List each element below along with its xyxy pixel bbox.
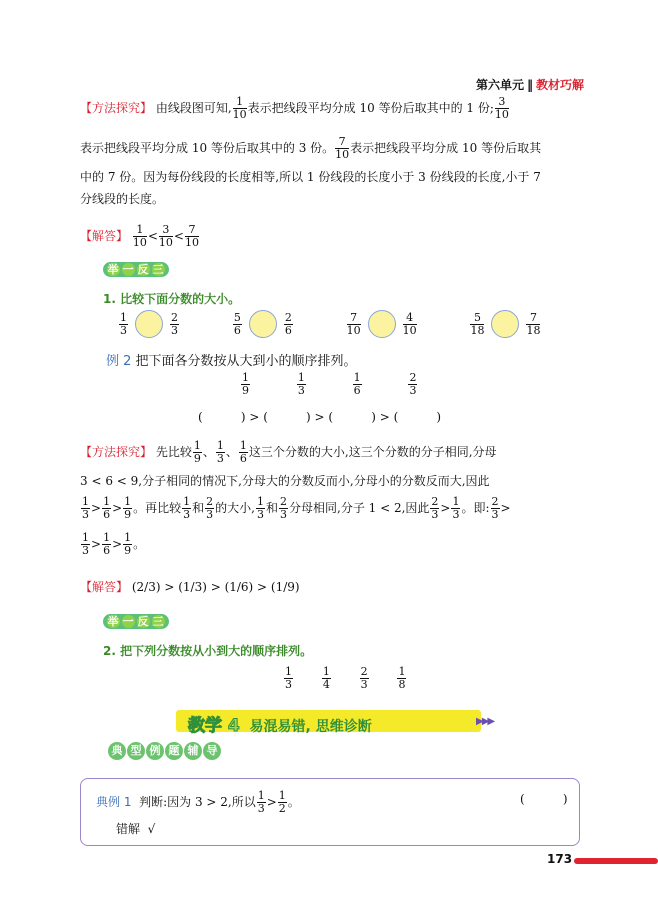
compare-pair xyxy=(346,310,466,338)
numerator: 1 xyxy=(103,495,111,508)
fraction xyxy=(102,532,111,557)
denominator: 10 xyxy=(402,323,417,337)
method1-line4: 分线段的长度。 xyxy=(80,192,165,206)
fraction xyxy=(241,372,250,397)
fraction xyxy=(205,496,214,521)
denominator: 9 xyxy=(242,384,249,397)
denominator: 3 xyxy=(216,452,224,465)
example-box-line xyxy=(96,790,300,815)
answer-circle[interactable] xyxy=(491,310,519,338)
text: 先比较 xyxy=(155,445,192,459)
compare-pair xyxy=(118,310,228,338)
denominator: 3 xyxy=(206,508,214,521)
pill-char: 举 xyxy=(107,263,120,276)
numerator: 1 xyxy=(233,96,247,109)
text: 。再比较 xyxy=(133,501,182,515)
numerator: 1 xyxy=(256,495,264,508)
numerator: 7 xyxy=(335,136,349,149)
denominator: 10 xyxy=(184,236,199,249)
fraction xyxy=(257,790,266,815)
numerator: 3 xyxy=(159,224,173,237)
fraction xyxy=(233,312,242,337)
answer-text: (2/3) > (1/3) > (1/6) > (1/9) xyxy=(131,580,300,594)
fraction xyxy=(397,666,406,691)
answer-circle[interactable] xyxy=(249,310,277,338)
fraction xyxy=(133,224,147,249)
lt: < xyxy=(147,229,158,243)
fraction xyxy=(403,312,417,337)
numerator: 1 xyxy=(297,371,305,384)
text: 和 xyxy=(192,501,205,515)
period: 。 xyxy=(133,537,146,551)
denominator: 9 xyxy=(124,544,132,557)
fraction xyxy=(360,666,369,691)
numerator: 1 xyxy=(285,665,292,678)
fraction xyxy=(347,312,361,337)
page-header xyxy=(0,76,584,93)
numerator: 1 xyxy=(278,789,286,802)
fraction xyxy=(123,532,132,557)
pill-jyfs-2 xyxy=(103,614,169,629)
denominator: 6 xyxy=(239,452,247,465)
denominator: 2 xyxy=(278,802,286,815)
fraction xyxy=(216,440,225,465)
numerator: 1 xyxy=(322,665,330,678)
denominator: 6 xyxy=(103,544,111,557)
pill-char: 一 xyxy=(122,615,135,628)
numerator: 1 xyxy=(120,310,127,324)
section-label: 教材巧解 xyxy=(535,78,584,92)
heading-char: 导 xyxy=(203,742,221,760)
heading-char: 例 xyxy=(146,742,164,760)
judge-blank[interactable]: ( ) xyxy=(520,792,568,806)
gt: > xyxy=(91,537,102,551)
q1-title: 1. 比较下面分数的大小。 xyxy=(103,292,241,306)
page-number: 173 xyxy=(547,852,573,866)
answer2 xyxy=(80,576,580,598)
denominator: 3 xyxy=(82,544,89,557)
denominator: 10 xyxy=(158,236,173,249)
fraction xyxy=(193,440,202,465)
text: 。即: xyxy=(461,501,490,515)
fraction xyxy=(159,224,173,249)
example2-fractions xyxy=(240,372,418,397)
heading-char: 题 xyxy=(165,742,183,760)
example-label: 典例 1 xyxy=(96,795,132,809)
method1-line3: 中的 7 份。因为每份线段的长度相等,所以 1 份线段的长度小于 3 份线段的长度,小于 7 xyxy=(80,170,541,184)
method-tag: 【方法探究】 xyxy=(80,445,153,459)
denominator: 6 xyxy=(233,323,241,337)
numerator: 2 xyxy=(206,495,214,508)
page-bar xyxy=(574,858,658,864)
example-label: 例 2 xyxy=(106,354,132,369)
q1-pairs xyxy=(118,310,578,338)
numerator: 2 xyxy=(280,495,287,508)
gt: > xyxy=(112,537,123,551)
answer-tag: 【解答】 xyxy=(80,580,129,594)
fraction xyxy=(233,96,247,121)
numerator: 1 xyxy=(242,371,249,384)
method2-line3 xyxy=(80,496,580,521)
fraction xyxy=(526,312,540,337)
denominator: 6 xyxy=(284,323,292,337)
comma: 、 xyxy=(202,445,215,459)
denominator: 3 xyxy=(171,323,178,337)
pill-char: 反 xyxy=(137,263,150,276)
fraction xyxy=(123,496,132,521)
pill-char: 举 xyxy=(107,615,120,628)
denominator: 18 xyxy=(526,323,541,337)
answer1 xyxy=(80,224,580,249)
numerator: 1 xyxy=(239,439,247,452)
numerator: 1 xyxy=(183,495,191,508)
wrong-answer xyxy=(116,820,155,837)
method1-line2 xyxy=(80,136,580,161)
answer-circle[interactable] xyxy=(368,310,396,338)
fraction xyxy=(170,312,179,337)
fraction xyxy=(495,96,509,121)
denominator: 6 xyxy=(353,384,361,397)
compare-pair xyxy=(469,310,569,338)
text: 和 xyxy=(265,501,278,515)
denominator: 10 xyxy=(346,323,361,337)
numerator: 1 xyxy=(353,371,361,384)
denominator: 3 xyxy=(409,384,417,397)
numerator: 4 xyxy=(403,312,417,325)
answer-circle[interactable] xyxy=(135,310,163,338)
numerator: 7 xyxy=(347,312,361,325)
fraction xyxy=(182,496,191,521)
method2-line4 xyxy=(80,532,580,557)
text: 这三个分数的大小,这三个分数的分子相同,分母 xyxy=(248,445,497,459)
section-banner-text xyxy=(188,711,372,736)
denominator: 3 xyxy=(82,508,89,521)
pill-char: 三 xyxy=(152,263,165,276)
text: 分母相同,分子 1 < 2,因此 xyxy=(289,501,430,515)
ordering-blanks[interactable]: ( ) > ( ) > ( ) > ( ) xyxy=(198,410,442,424)
fraction xyxy=(81,532,90,557)
answer-tag: 【解答】 xyxy=(80,229,129,243)
compare-pair xyxy=(232,310,342,338)
pill-char: 反 xyxy=(137,615,150,628)
pill-char: 三 xyxy=(152,615,165,628)
numerator: 1 xyxy=(82,531,89,544)
fraction xyxy=(278,790,287,815)
numerator: 1 xyxy=(124,531,132,544)
denominator: 3 xyxy=(491,508,499,521)
fraction xyxy=(491,496,500,521)
heading-char: 型 xyxy=(127,742,145,760)
numerator: 1 xyxy=(398,665,406,678)
lt: < xyxy=(173,229,184,243)
numerator: 1 xyxy=(124,495,132,508)
period: 。 xyxy=(287,795,300,809)
numerator: 1 xyxy=(216,439,224,452)
denominator: 9 xyxy=(193,452,201,465)
fraction xyxy=(239,440,248,465)
numerator: 1 xyxy=(193,439,201,452)
denominator: 3 xyxy=(431,508,439,521)
pill-jyfs-1 xyxy=(103,262,169,277)
numerator: 2 xyxy=(360,665,368,678)
text: 的大小, xyxy=(215,501,255,515)
numerator: 1 xyxy=(452,495,460,508)
fraction xyxy=(470,312,484,337)
denominator: 10 xyxy=(494,108,509,121)
gt: > xyxy=(266,795,277,809)
q2-title: 2. 把下列分数按从小到大的顺序排列。 xyxy=(103,644,313,658)
fraction xyxy=(81,496,90,521)
wrong-label: 错解 xyxy=(116,822,141,836)
fraction xyxy=(322,666,331,691)
banner-big: 教学 4 xyxy=(188,716,240,736)
numerator: 5 xyxy=(470,312,484,325)
denominator: 4 xyxy=(322,678,330,691)
fraction xyxy=(284,666,293,691)
denominator: 3 xyxy=(297,384,305,397)
denominator: 3 xyxy=(360,678,368,691)
method2-line2: 3 < 6 < 9,分子相同的情况下,分母大的分数反而小,分母小的分数反而大,因此 xyxy=(80,474,490,488)
denominator: 3 xyxy=(120,323,127,337)
denominator: 3 xyxy=(280,508,287,521)
denominator: 10 xyxy=(335,148,350,161)
header-separator: ‖ xyxy=(526,78,533,92)
text: 表示把线段平均分成 10 等份后取其 xyxy=(350,141,542,155)
example2-header xyxy=(106,350,357,369)
unit-label: 第六单元 xyxy=(475,78,524,92)
denominator: 3 xyxy=(452,508,460,521)
numerator: 1 xyxy=(133,224,147,237)
gt: > xyxy=(91,501,102,515)
text: 表示把线段平均分成 10 等份后取其中的 3 份。 xyxy=(80,141,335,155)
fraction xyxy=(185,224,199,249)
numerator: 2 xyxy=(491,495,499,508)
check-icon: √ xyxy=(147,822,156,836)
fraction xyxy=(353,372,362,397)
q2-fractions xyxy=(283,666,407,691)
method1-line1 xyxy=(80,96,580,121)
numerator: 5 xyxy=(233,310,241,324)
denominator: 10 xyxy=(132,236,147,249)
numerator: 2 xyxy=(284,310,292,324)
fraction xyxy=(256,496,265,521)
method-tag: 【方法探究】 xyxy=(80,101,153,115)
denominator: 18 xyxy=(470,323,485,337)
denominator: 3 xyxy=(285,678,292,691)
numerator: 3 xyxy=(495,96,509,109)
denominator: 8 xyxy=(398,678,406,691)
heading-char: 辅 xyxy=(184,742,202,760)
denominator: 10 xyxy=(232,108,247,121)
denominator: 9 xyxy=(124,508,132,521)
fraction xyxy=(430,496,439,521)
gt: > xyxy=(112,501,123,515)
method2-line1 xyxy=(80,440,580,465)
numerator: 2 xyxy=(431,495,439,508)
banner-title: 易混易错, 思维诊断 xyxy=(249,719,372,735)
denominator: 3 xyxy=(257,802,265,815)
text: 判断:因为 3 > 2,所以 xyxy=(139,795,256,809)
denominator: 6 xyxy=(103,508,111,521)
heading-char: 典 xyxy=(108,742,126,760)
numerator: 1 xyxy=(103,531,111,544)
numerator: 1 xyxy=(257,789,265,802)
gt: > xyxy=(500,501,511,515)
fraction xyxy=(279,496,288,521)
typical-heading xyxy=(108,742,222,760)
triangles-icon: ▶▶▶ xyxy=(476,716,494,727)
pill-char: 一 xyxy=(122,263,135,276)
fraction xyxy=(335,136,349,161)
fraction xyxy=(102,496,111,521)
text: 由线段图可知, xyxy=(155,101,232,115)
fraction xyxy=(297,372,306,397)
numerator: 2 xyxy=(409,371,417,384)
denominator: 3 xyxy=(256,508,264,521)
text: 表示把线段平均分成 10 等份后取其中的 1 份; xyxy=(247,101,494,115)
fraction xyxy=(284,312,293,337)
numerator: 2 xyxy=(171,310,178,324)
fraction xyxy=(451,496,460,521)
numerator: 7 xyxy=(185,224,199,237)
fraction xyxy=(119,312,128,337)
numerator: 7 xyxy=(526,312,540,325)
comma: 、 xyxy=(225,445,238,459)
numerator: 1 xyxy=(82,495,89,508)
fraction xyxy=(408,372,417,397)
denominator: 3 xyxy=(183,508,191,521)
gt: > xyxy=(440,501,451,515)
example-text: 把下面各分数按从大到小的顺序排列。 xyxy=(135,354,357,369)
